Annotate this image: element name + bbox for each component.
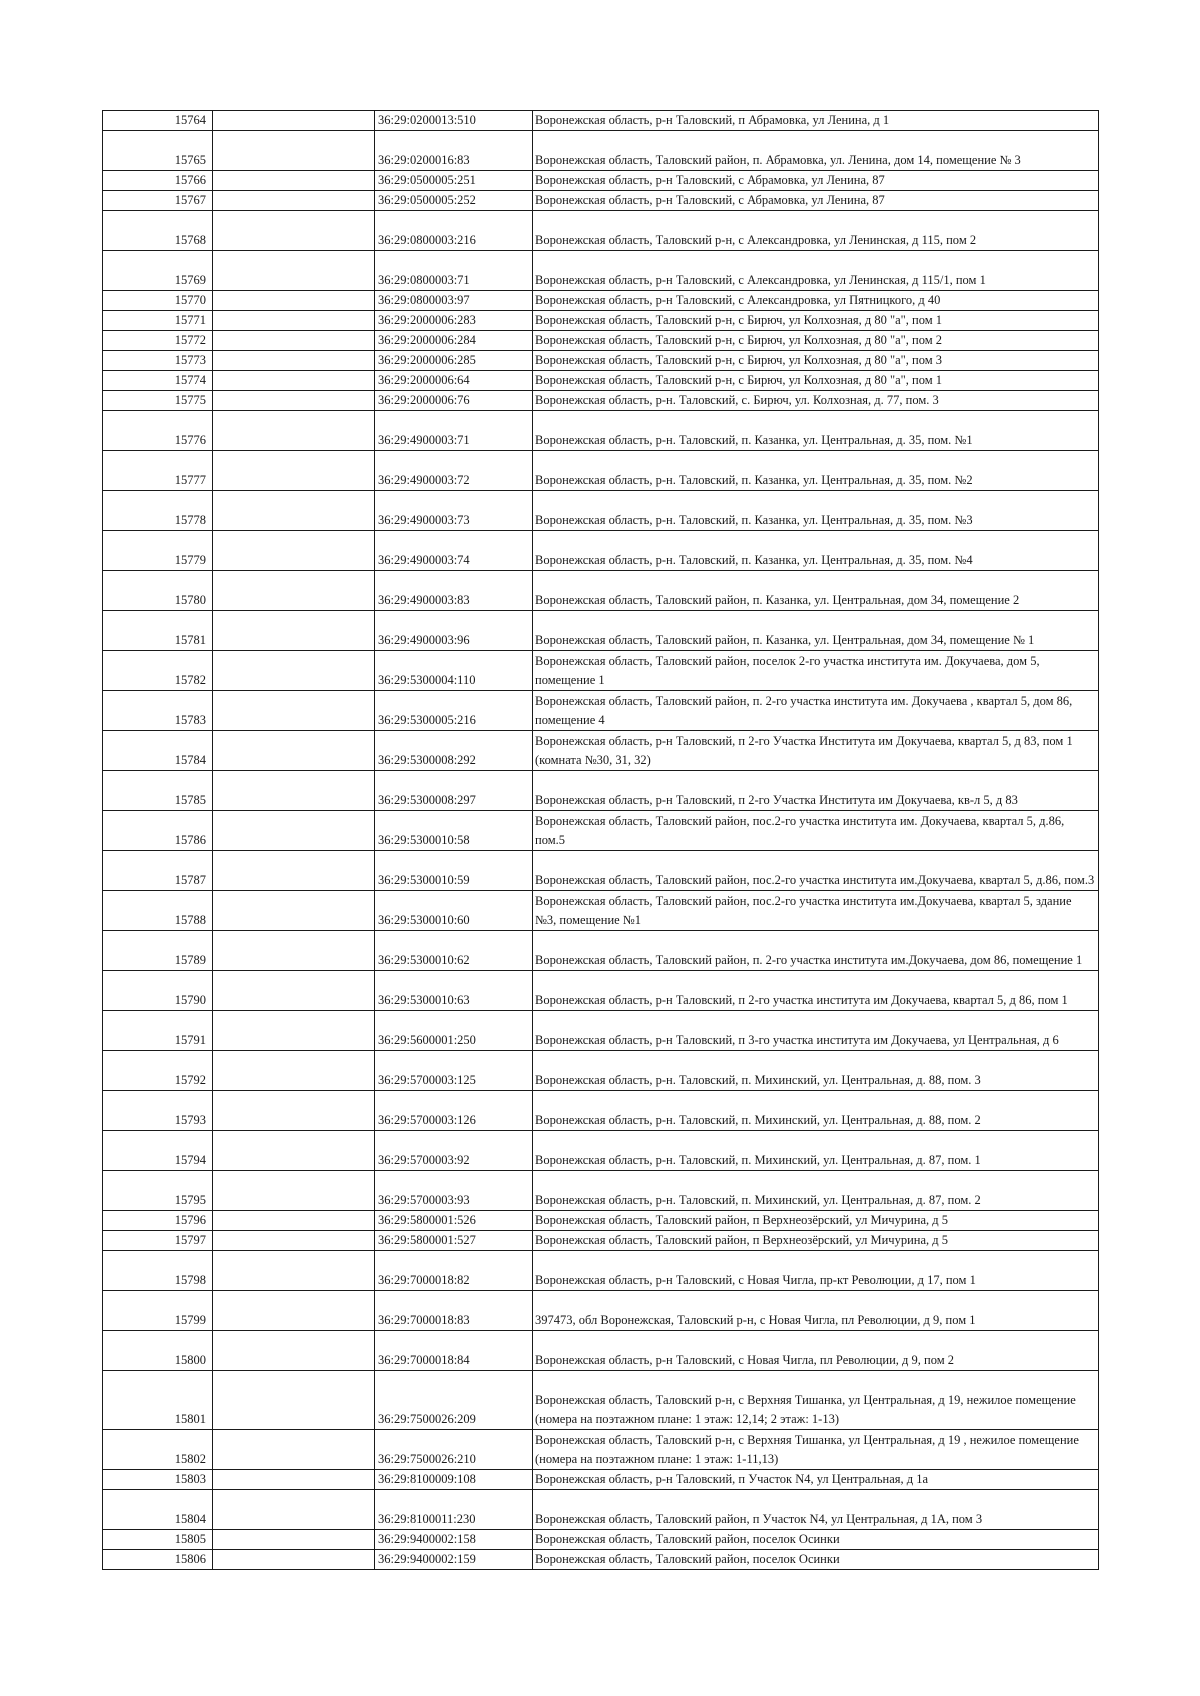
table-row <box>103 1231 1099 1251</box>
address-cell: Воронежская область, р-н. Таловский, п. Михинский, ул. Центральная, д. 88, пом. 2 <box>533 1091 1099 1131</box>
row-number-cell: 15777 <box>103 451 213 491</box>
cadastral-number-cell: 36:29:5700003:92 <box>375 1131 533 1171</box>
table-row <box>103 1371 1099 1430</box>
empty-cell <box>213 351 375 371</box>
empty-cell <box>213 1530 375 1550</box>
address-cell: Воронежская область, р-н Таловский, п 2-го Участка Института им Докучаева, квартал 5, д 83, пом 1 (комната №30, 31, 32) <box>533 731 1099 771</box>
address-cell: Воронежская область, Таловский район, п. Казанка, ул. Центральная, дом 34, помещение № 1 <box>533 611 1099 651</box>
address-cell: Воронежская область, р-н Таловский, п 2-го Участка Института им Докучаева, кв-л 5, д 83 <box>533 771 1099 811</box>
cadastral-number-cell: 36:29:8100011:230 <box>375 1490 533 1530</box>
cadastral-number-cell: 36:29:5300008:292 <box>375 731 533 771</box>
cadastral-number-cell: 36:29:2000006:285 <box>375 351 533 371</box>
cadastral-number-cell: 36:29:0500005:252 <box>375 191 533 211</box>
address-cell: Воронежская область, Таловский район, п Верхнеозёрский, ул Мичурина, д 5 <box>533 1231 1099 1251</box>
row-number-cell: 15779 <box>103 531 213 571</box>
cadastral-number-cell: 36:29:0200013:510 <box>375 111 533 131</box>
empty-cell <box>213 691 375 731</box>
address-cell: Воронежская область, Таловский р-н, с Верхняя Тишанка, ул Центральная, д 19, нежилое помещение (номера на поэтажном плане: 1 этаж: 12,14; 2 этаж: 1-13) <box>533 1371 1099 1430</box>
empty-cell <box>213 1490 375 1530</box>
empty-cell <box>213 131 375 171</box>
table-row <box>103 491 1099 531</box>
empty-cell <box>213 1251 375 1291</box>
row-number-cell: 15798 <box>103 1251 213 1291</box>
address-cell: Воронежская область, р-н. Таловский, п. Казанка, ул. Центральная, д. 35, пом. №2 <box>533 451 1099 491</box>
row-number-cell: 15784 <box>103 731 213 771</box>
table-row <box>103 451 1099 491</box>
row-number-cell: 15780 <box>103 571 213 611</box>
row-number-cell: 15788 <box>103 891 213 931</box>
cadastral-number-cell: 36:29:9400002:159 <box>375 1550 533 1570</box>
table-row <box>103 191 1099 211</box>
row-number-cell: 15805 <box>103 1530 213 1550</box>
row-number-cell: 15767 <box>103 191 213 211</box>
empty-cell <box>213 651 375 691</box>
address-cell: Воронежская область, Таловский район, п. 2-го участка института им. Докучаева , квартал 5, дом 86, помещение 4 <box>533 691 1099 731</box>
row-number-cell: 15793 <box>103 1091 213 1131</box>
cadastral-number-cell: 36:29:4900003:74 <box>375 531 533 571</box>
empty-cell <box>213 171 375 191</box>
cadastral-number-cell: 36:29:5700003:125 <box>375 1051 533 1091</box>
cadastral-number-cell: 36:29:4900003:71 <box>375 411 533 451</box>
empty-cell <box>213 1211 375 1231</box>
row-number-cell: 15802 <box>103 1430 213 1470</box>
table-row <box>103 1251 1099 1291</box>
cadastral-number-cell: 36:29:2000006:284 <box>375 331 533 351</box>
cadastral-number-cell: 36:29:0800003:97 <box>375 291 533 311</box>
address-cell: Воронежская область, Таловский район, п. Абрамовка, ул. Ленина, дом 14, помещение № 3 <box>533 131 1099 171</box>
cadastral-number-cell: 36:29:0800003:216 <box>375 211 533 251</box>
address-cell: Воронежская область, Таловский район, пос.2-го участка института им. Докучаева, квартал 5, д.86, пом.5 <box>533 811 1099 851</box>
row-number-cell: 15774 <box>103 371 213 391</box>
document-page <box>102 110 1098 1570</box>
table-row <box>103 891 1099 931</box>
table-row <box>103 811 1099 851</box>
cadastral-number-cell: 36:29:2000006:283 <box>375 311 533 331</box>
empty-cell <box>213 931 375 971</box>
address-cell: Воронежская область, Таловский район, п Участок N4, ул Центральная, д 1А, пом 3 <box>533 1490 1099 1530</box>
table-row <box>103 691 1099 731</box>
empty-cell <box>213 611 375 651</box>
empty-cell <box>213 1091 375 1131</box>
cadastral-number-cell: 36:29:5300010:60 <box>375 891 533 931</box>
cadastral-number-cell: 36:29:5300010:58 <box>375 811 533 851</box>
table-row <box>103 1490 1099 1530</box>
empty-cell <box>213 851 375 891</box>
address-cell: Воронежская область, р-н Таловский, с Александровка, ул Пятницкого, д 40 <box>533 291 1099 311</box>
address-cell: Воронежская область, Таловский район, п. Казанка, ул. Центральная, дом 34, помещение 2 <box>533 571 1099 611</box>
empty-cell <box>213 571 375 611</box>
row-number-cell: 15799 <box>103 1291 213 1331</box>
address-cell: Воронежская область, Таловский район, поселок 2-го участка института им. Докучаева, дом 5, помещение 1 <box>533 651 1099 691</box>
empty-cell <box>213 331 375 351</box>
table-row <box>103 531 1099 571</box>
address-cell: Воронежская область, Таловский район, п Верхнеозёрский, ул Мичурина, д 5 <box>533 1211 1099 1231</box>
address-cell: Воронежская область, Таловский район, поселок Осинки <box>533 1530 1099 1550</box>
cadastral-number-cell: 36:29:5300010:63 <box>375 971 533 1011</box>
table-row <box>103 131 1099 171</box>
table-row <box>103 111 1099 131</box>
address-cell: Воронежская область, Таловский район, поселок Осинки <box>533 1550 1099 1570</box>
table-body <box>103 111 1099 1570</box>
table-row <box>103 1430 1099 1470</box>
property-registry-table <box>102 110 1099 1570</box>
empty-cell <box>213 391 375 411</box>
row-number-cell: 15773 <box>103 351 213 371</box>
row-number-cell: 15796 <box>103 1211 213 1231</box>
cadastral-number-cell: 36:29:7000018:84 <box>375 1331 533 1371</box>
row-number-cell: 15806 <box>103 1550 213 1570</box>
cadastral-number-cell: 36:29:0200016:83 <box>375 131 533 171</box>
address-cell: Воронежская область, р-н. Таловский, п. Михинский, ул. Центральная, д. 87, пом. 2 <box>533 1171 1099 1211</box>
address-cell: Воронежская область, Таловский р-н, с Верхняя Тишанка, ул Центральная, д 19 , нежилое помещение (номера на поэтажном плане: 1 этаж: 1-11,13) <box>533 1430 1099 1470</box>
address-cell: Воронежская область, р-н Таловский, с Новая Чигла, пл Революции, д 9, пом 2 <box>533 1331 1099 1371</box>
table-row <box>103 611 1099 651</box>
empty-cell <box>213 1231 375 1251</box>
cadastral-number-cell: 36:29:5800001:526 <box>375 1211 533 1231</box>
empty-cell <box>213 971 375 1011</box>
table-row <box>103 311 1099 331</box>
table-row <box>103 651 1099 691</box>
row-number-cell: 15766 <box>103 171 213 191</box>
address-cell: Воронежская область, Таловский р-н, с Бирюч, ул Колхозная, д 80 "а", пом 2 <box>533 331 1099 351</box>
table-row <box>103 1091 1099 1131</box>
address-cell: Воронежская область, р-н Таловский, п Абрамовка, ул Ленина, д 1 <box>533 111 1099 131</box>
row-number-cell: 15803 <box>103 1470 213 1490</box>
row-number-cell: 15797 <box>103 1231 213 1251</box>
row-number-cell: 15786 <box>103 811 213 851</box>
empty-cell <box>213 1291 375 1331</box>
address-cell: Воронежская область, р-н Таловский, с Абрамовка, ул Ленина, 87 <box>533 171 1099 191</box>
address-cell: Воронежская область, Таловский район, пос.2-го участка института им.Докучаева, квартал 5, здание №3, помещение №1 <box>533 891 1099 931</box>
empty-cell <box>213 1131 375 1171</box>
cadastral-number-cell: 36:29:5300004:110 <box>375 651 533 691</box>
cadastral-number-cell: 36:29:7500026:209 <box>375 1371 533 1430</box>
cadastral-number-cell: 36:29:7000018:83 <box>375 1291 533 1331</box>
address-cell: Воронежская область, р-н Таловский, с Новая Чигла, пр-кт Революции, д 17, пом 1 <box>533 1251 1099 1291</box>
row-number-cell: 15769 <box>103 251 213 291</box>
empty-cell <box>213 891 375 931</box>
row-number-cell: 15800 <box>103 1331 213 1371</box>
empty-cell <box>213 291 375 311</box>
table-row <box>103 1530 1099 1550</box>
table-row <box>103 931 1099 971</box>
table-row <box>103 371 1099 391</box>
cadastral-number-cell: 36:29:5600001:250 <box>375 1011 533 1051</box>
row-number-cell: 15804 <box>103 1490 213 1530</box>
cadastral-number-cell: 36:29:5700003:93 <box>375 1171 533 1211</box>
address-cell: Воронежская область, Таловский р-н, с Александровка, ул Ленинская, д 115, пом 2 <box>533 211 1099 251</box>
empty-cell <box>213 1470 375 1490</box>
address-cell: Воронежская область, р-н Таловский, п Участок N4, ул Центральная, д 1а <box>533 1470 1099 1490</box>
table-row <box>103 251 1099 291</box>
table-row <box>103 291 1099 311</box>
empty-cell <box>213 1331 375 1371</box>
row-number-cell: 15776 <box>103 411 213 451</box>
row-number-cell: 15775 <box>103 391 213 411</box>
row-number-cell: 15781 <box>103 611 213 651</box>
row-number-cell: 15771 <box>103 311 213 331</box>
empty-cell <box>213 251 375 291</box>
address-cell: Воронежская область, р-н. Таловский, п. Михинский, ул. Центральная, д. 87, пом. 1 <box>533 1131 1099 1171</box>
empty-cell <box>213 311 375 331</box>
row-number-cell: 15794 <box>103 1131 213 1171</box>
table-row <box>103 171 1099 191</box>
address-cell: Воронежская область, Таловский р-н, с Бирюч, ул Колхозная, д 80 "а", пом 1 <box>533 311 1099 331</box>
empty-cell <box>213 1171 375 1211</box>
table-row <box>103 1011 1099 1051</box>
row-number-cell: 15768 <box>103 211 213 251</box>
empty-cell <box>213 111 375 131</box>
empty-cell <box>213 531 375 571</box>
row-number-cell: 15791 <box>103 1011 213 1051</box>
empty-cell <box>213 731 375 771</box>
table-row <box>103 1331 1099 1371</box>
empty-cell <box>213 211 375 251</box>
address-cell: Воронежская область, р-н Таловский, с Александровка, ул Ленинская, д 115/1, пом 1 <box>533 251 1099 291</box>
cadastral-number-cell: 36:29:5300008:297 <box>375 771 533 811</box>
cadastral-number-cell: 36:29:8100009:108 <box>375 1470 533 1490</box>
table-row <box>103 391 1099 411</box>
cadastral-number-cell: 36:29:7000018:82 <box>375 1251 533 1291</box>
table-row <box>103 851 1099 891</box>
table-row <box>103 1131 1099 1171</box>
table-row <box>103 411 1099 451</box>
table-row <box>103 1211 1099 1231</box>
empty-cell <box>213 811 375 851</box>
row-number-cell: 15787 <box>103 851 213 891</box>
row-number-cell: 15795 <box>103 1171 213 1211</box>
empty-cell <box>213 411 375 451</box>
address-cell: Воронежская область, р-н. Таловский, п. Казанка, ул. Центральная, д. 35, пом. №1 <box>533 411 1099 451</box>
cadastral-number-cell: 36:29:4900003:73 <box>375 491 533 531</box>
row-number-cell: 15792 <box>103 1051 213 1091</box>
address-cell: Воронежская область, Таловский р-н, с Бирюч, ул Колхозная, д 80 "а", пом 3 <box>533 351 1099 371</box>
address-cell: 397473, обл Воронежская, Таловский р-н, с Новая Чигла, пл Революции, д 9, пом 1 <box>533 1291 1099 1331</box>
table-row <box>103 771 1099 811</box>
table-row <box>103 1171 1099 1211</box>
address-cell: Воронежская область, р-н. Таловский, п. Казанка, ул. Центральная, д. 35, пом. №3 <box>533 491 1099 531</box>
cadastral-number-cell: 36:29:2000006:76 <box>375 391 533 411</box>
row-number-cell: 15770 <box>103 291 213 311</box>
address-cell: Воронежская область, р-н Таловский, с Абрамовка, ул Ленина, 87 <box>533 191 1099 211</box>
row-number-cell: 15782 <box>103 651 213 691</box>
cadastral-number-cell: 36:29:4900003:72 <box>375 451 533 491</box>
cadastral-number-cell: 36:29:5700003:126 <box>375 1091 533 1131</box>
row-number-cell: 15764 <box>103 111 213 131</box>
cadastral-number-cell: 36:29:5300010:59 <box>375 851 533 891</box>
row-number-cell: 15789 <box>103 931 213 971</box>
table-row <box>103 211 1099 251</box>
table-row <box>103 1470 1099 1490</box>
cadastral-number-cell: 36:29:0500005:251 <box>375 171 533 191</box>
cadastral-number-cell: 36:29:5800001:527 <box>375 1231 533 1251</box>
row-number-cell: 15783 <box>103 691 213 731</box>
empty-cell <box>213 1371 375 1430</box>
cadastral-number-cell: 36:29:9400002:158 <box>375 1530 533 1550</box>
cadastral-number-cell: 36:29:7500026:210 <box>375 1430 533 1470</box>
row-number-cell: 15785 <box>103 771 213 811</box>
empty-cell <box>213 451 375 491</box>
table-row <box>103 1051 1099 1091</box>
address-cell: Воронежская область, р-н Таловский, п 3-го участка института им Докучаева, ул Центральная, д 6 <box>533 1011 1099 1051</box>
table-row <box>103 1291 1099 1331</box>
table-row <box>103 731 1099 771</box>
table-row <box>103 1550 1099 1570</box>
cadastral-number-cell: 36:29:2000006:64 <box>375 371 533 391</box>
row-number-cell: 15772 <box>103 331 213 351</box>
empty-cell <box>213 1011 375 1051</box>
row-number-cell: 15765 <box>103 131 213 171</box>
cadastral-number-cell: 36:29:0800003:71 <box>375 251 533 291</box>
address-cell: Воронежская область, р-н. Таловский, п. Михинский, ул. Центральная, д. 88, пом. 3 <box>533 1051 1099 1091</box>
address-cell: Воронежская область, р-н. Таловский, п. Казанка, ул. Центральная, д. 35, пом. №4 <box>533 531 1099 571</box>
empty-cell <box>213 491 375 531</box>
table-row <box>103 331 1099 351</box>
address-cell: Воронежская область, р-н Таловский, п 2-го участка института им Докучаева, квартал 5, д 86, пом 1 <box>533 971 1099 1011</box>
table-row <box>103 351 1099 371</box>
cadastral-number-cell: 36:29:5300010:62 <box>375 931 533 971</box>
address-cell: Воронежская область, Таловский р-н, с Бирюч, ул Колхозная, д 80 "а", пом 1 <box>533 371 1099 391</box>
empty-cell <box>213 1550 375 1570</box>
address-cell: Воронежская область, Таловский район, пос.2-го участка института им.Докучаева, квартал 5, д.86, пом.3 <box>533 851 1099 891</box>
table-row <box>103 971 1099 1011</box>
row-number-cell: 15801 <box>103 1371 213 1430</box>
cadastral-number-cell: 36:29:4900003:96 <box>375 611 533 651</box>
empty-cell <box>213 771 375 811</box>
address-cell: Воронежская область, Таловский район, п. 2-го участка института им.Докучаева, дом 86, помещение 1 <box>533 931 1099 971</box>
empty-cell <box>213 1430 375 1470</box>
address-cell: Воронежская область, р-н. Таловский, с. Бирюч, ул. Колхозная, д. 77, пом. 3 <box>533 391 1099 411</box>
cadastral-number-cell: 36:29:4900003:83 <box>375 571 533 611</box>
row-number-cell: 15778 <box>103 491 213 531</box>
empty-cell <box>213 1051 375 1091</box>
empty-cell <box>213 191 375 211</box>
empty-cell <box>213 371 375 391</box>
row-number-cell: 15790 <box>103 971 213 1011</box>
table-row <box>103 571 1099 611</box>
cadastral-number-cell: 36:29:5300005:216 <box>375 691 533 731</box>
